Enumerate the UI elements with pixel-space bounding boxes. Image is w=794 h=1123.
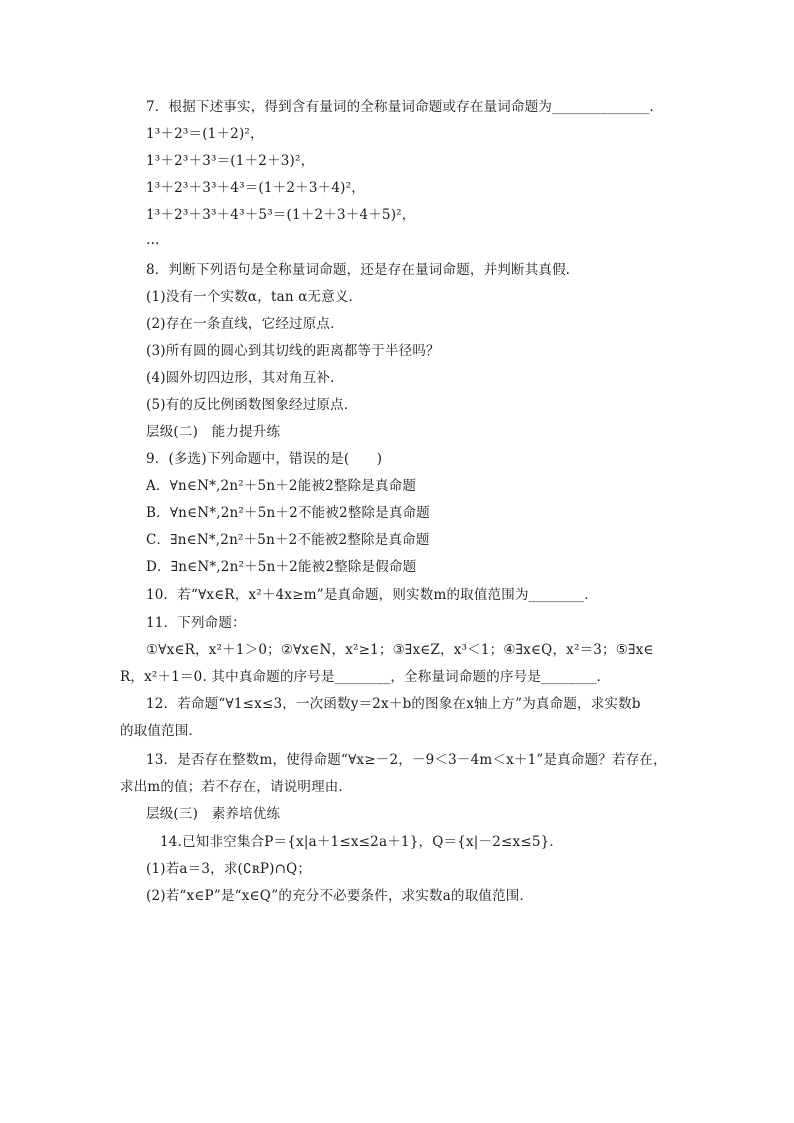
q8-item-3: (3)所有圆的圆心到其切线的距离都等于半径吗？ [146,343,440,359]
q9-stem: 9．(多选)下列命题中，错误的是( ) [146,451,383,467]
q10-stem: 10．若“∀x∈R，x²＋4x≥m”是真命题，则实数m的取值范围为________． [146,587,598,603]
q11-stem: 11．下列命题： [146,615,246,631]
q14-stem: 14.已知非空集合P＝{x|a＋1≤x≤2a＋1}，Q＝{x|－2≤x≤5}． [160,834,564,850]
q12-stem: 12．若命题“∀1≤x≤3，一次函数y＝2x＋b的图象在x轴上方”为真命题，求实数b [146,696,641,712]
section-level-3-heading: 层级(三) 素养培优练 [146,806,281,822]
q14-part-2: (2)若“x∈P”是“x∈Q”的充分不必要条件，求实数a的取值范围． [146,888,534,904]
q14-part-1: (1)若a＝3，求(∁ʀP)∩Q； [146,861,312,877]
q8-item-5: (5)有的反比例函数图象经过原点． [146,397,358,413]
q13-continuation: 求出m的值；若不存在，请说明理由． [120,779,353,795]
q13-stem: 13．是否存在整数m，使得命题“∀x≥－2，－9＜3－4m＜x＋1”是真命题？若存在， [146,752,667,768]
q7-fact-2: 1³＋2³＋3³＝(1＋2＋3)²， [146,153,315,169]
q7-fact-4: 1³＋2³＋3³＋4³＋5³＝(1＋2＋3＋4＋5)²， [146,207,416,223]
q9-option-c: C．∃n∈N*,2n²＋5n＋2不能被2整除是真命题 [146,532,430,548]
q8-item-1: (1)没有一个实数α，tan α无意义． [146,289,363,305]
q8-item-4: (4)圆外切四边形，其对角互补． [146,370,344,386]
q7-stem: 7．根据下述事实，得到含有量词的全称量词命题或存在量词命题为______________． [146,99,664,115]
q11-propositions: ①∀x∈R，x²＋1＞0；②∀x∈N，x²≥1；③∃x∈Z，x³＜1；④∃x∈Q，x²＝3；⑤∃x∈ [146,642,654,658]
q12-continuation: 的取值范围． [120,723,203,739]
q8-item-2: (2)存在一条直线，它经过原点． [146,316,344,332]
q9-option-b: B．∀n∈N*,2n²＋5n＋2不能被2整除是真命题 [146,505,430,521]
q9-option-d: D．∃n∈N*,2n²＋5n＋2能被2整除是假命题 [146,559,417,575]
q9-option-a: A．∀n∈N*,2n²＋5n＋2能被2整除是真命题 [146,478,417,494]
q7-fact-3: 1³＋2³＋3³＋4³＝(1＋2＋3＋4)²， [146,180,365,196]
q8-stem: 8．判断下列语句是全称量词命题，还是存在量词命题，并判断其真假． [146,262,580,278]
q7-ellipsis: … [146,232,160,248]
q7-fact-1: 1³＋2³＝(1＋2)²， [146,126,264,142]
q11-question: R，x²＋1＝0. 其中真命题的序号是________，全称量词命题的序号是________． [120,669,611,685]
section-level-2-heading: 层级(二) 能力提升练 [146,424,281,440]
